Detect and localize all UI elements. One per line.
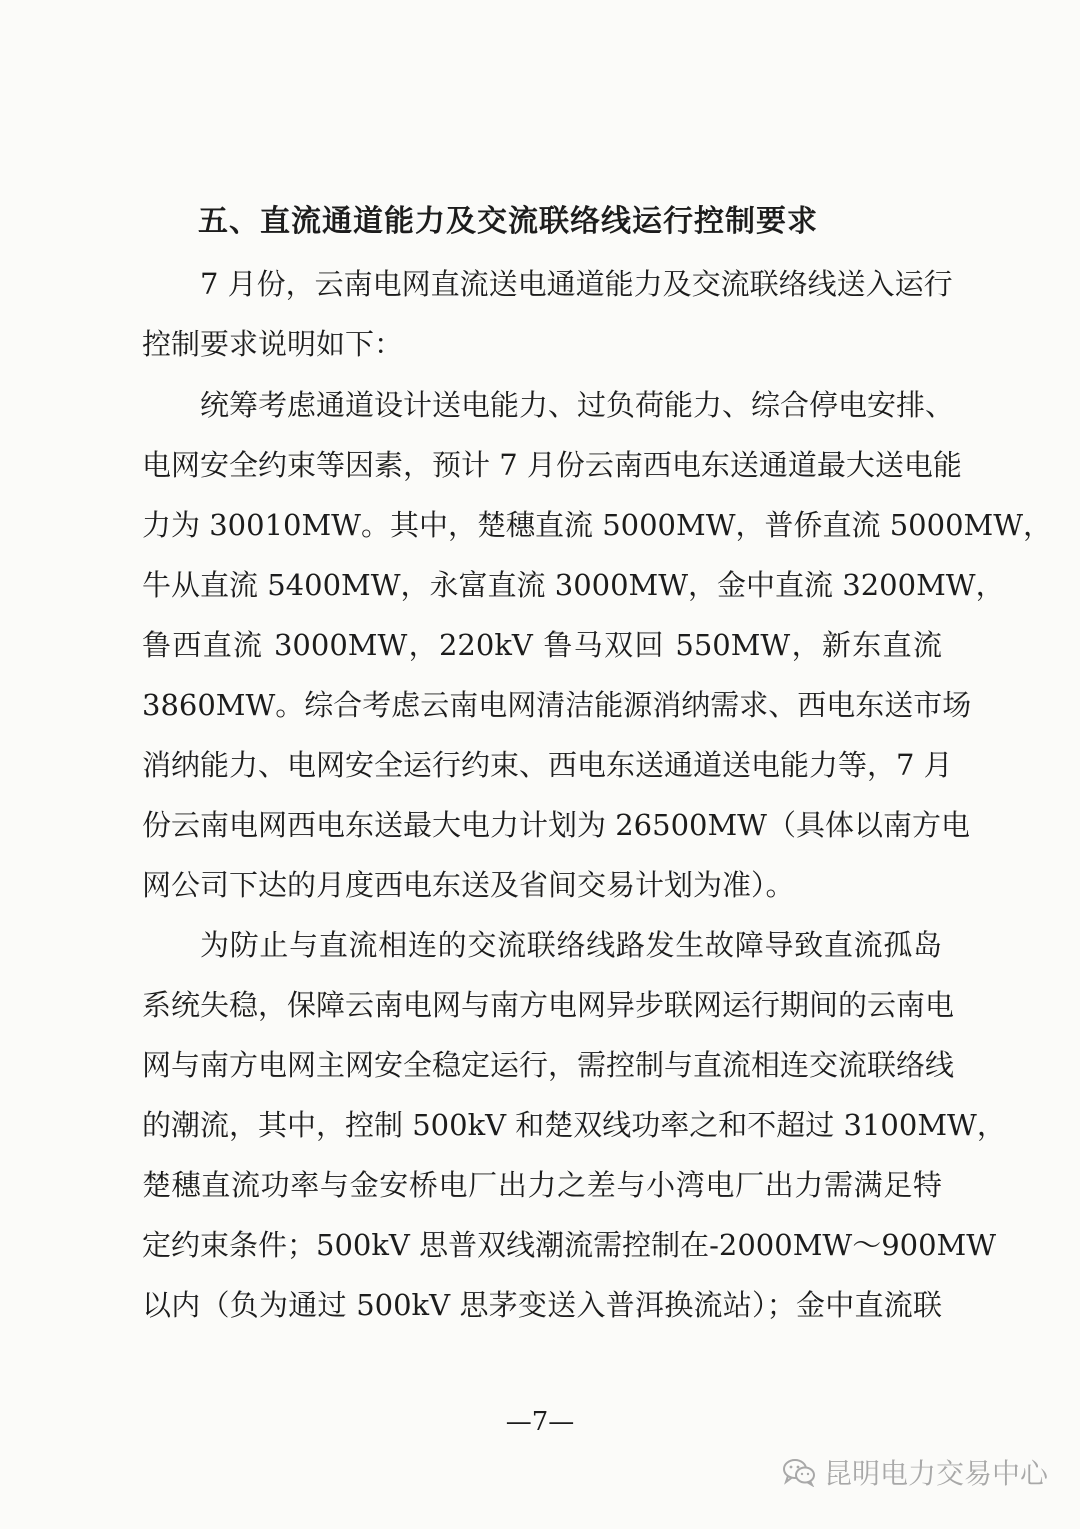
- watermark: [782, 1452, 1048, 1492]
- paragraph-line: 网与南方电网主网安全稳定运行，需控制与直流相连交流联络线: [142, 1048, 955, 1082]
- paragraph-line: 定约束条件；500kV 思普双线潮流需控制在-2000MW～900MW: [142, 1228, 997, 1262]
- section-heading: 五、直流通道能力及交流联络线运行控制要求: [198, 204, 818, 239]
- paragraph-line: 系统失稳，保障云南电网与南方电网异步联网运行期间的云南电: [142, 988, 955, 1022]
- watermark-text: 昆明电力交易中心: [823, 1457, 1048, 1490]
- page-number: —7—: [505, 1407, 575, 1437]
- paragraph-line: 为防止与直流相连的交流联络线路发生故障导致直流孤岛: [200, 928, 942, 962]
- paragraph-line: 以内（负为通过 500kV 思茅变送入普洱换流站）；金中直流联: [142, 1288, 942, 1322]
- paragraph-line: 牛从直流 5400MW，永富直流 3000MW，金中直流 3200MW，: [142, 568, 1005, 602]
- paragraph-line: 统筹考虑通道设计送电能力、过负荷能力、综合停电安排、: [200, 388, 955, 422]
- wechat-icon: [782, 1457, 816, 1487]
- paragraph-line: 7 月份，云南电网直流送电通道能力及交流联络线送入运行: [200, 267, 953, 301]
- paragraph-line: 消纳能力、电网安全运行约束、西电东送通道送电能力等，7 月: [142, 748, 953, 782]
- paragraph-line: 的潮流，其中，控制 500kV 和楚双线功率之和不超过 3100MW，: [142, 1108, 1006, 1142]
- paragraph-line: 楚穗直流功率与金安桥电厂出力之差与小湾电厂出力需满足特: [142, 1168, 942, 1202]
- paragraph-line: 份云南电网西电东送最大电力计划为 26500MW（具体以南方电: [142, 808, 970, 842]
- paragraph-line: 力为 30010MW。其中，楚穗直流 5000MW，普侨直流 5000MW，: [142, 508, 1053, 542]
- paragraph-line: 3860MW。综合考虑云南电网清洁能源消纳需求、西电东送市场: [142, 688, 972, 722]
- paragraph-line: 电网安全约束等因素，预计 7 月份云南西电东送通道最大送电能: [142, 448, 962, 482]
- paragraph-line: 网公司下达的月度西电东送及省间交易计划为准）。: [142, 868, 795, 902]
- paragraph-line: 控制要求说明如下：: [142, 327, 404, 361]
- paragraph-line: 鲁西直流 3000MW，220kV 鲁马双回 550MW，新东直流: [142, 628, 942, 662]
